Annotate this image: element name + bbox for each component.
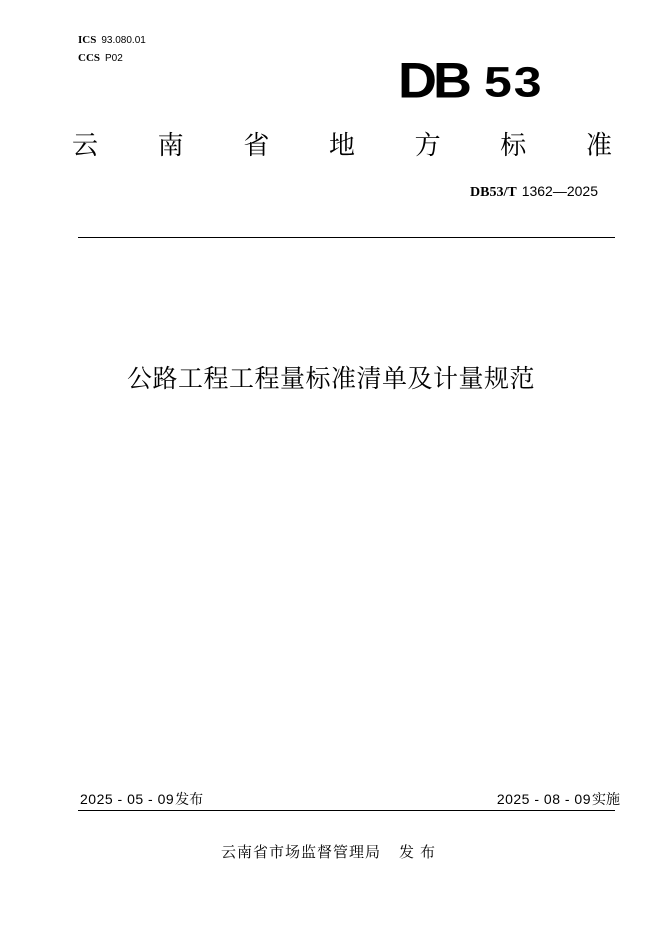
standard-type-heading <box>72 128 612 164</box>
standard-type-char: 云 <box>72 131 99 161</box>
issuer-action: 发布 <box>399 843 442 861</box>
publish-date <box>80 789 203 810</box>
publish-label: 发布 <box>175 792 204 808</box>
standard-type-char: 南 <box>157 131 184 161</box>
standard-number <box>470 182 598 202</box>
ccs-label: CCS <box>78 52 101 64</box>
document-title: 公路工程工程量标准清单及计量规范 <box>126 364 535 393</box>
effective-label: 实施 <box>592 792 620 808</box>
effective-date <box>497 789 620 810</box>
bottom-divider <box>78 810 615 811</box>
standard-type-char: 地 <box>328 131 355 161</box>
db-logo-letters: DB <box>398 53 468 109</box>
effective-date-value: 2025 - 08 - 09 <box>496 791 591 807</box>
publish-date-value: 2025 - 05 - 09 <box>80 791 175 807</box>
issuer-line <box>0 842 662 862</box>
db-logo-digits: 53 <box>484 58 544 106</box>
standard-number-value: 1362—2025 <box>521 183 598 199</box>
top-divider <box>78 237 615 238</box>
ics-label: ICS <box>78 34 97 46</box>
ccs-line <box>78 52 123 65</box>
ccs-code: P02 <box>105 53 123 64</box>
ics-line <box>78 34 146 47</box>
standard-type-char: 方 <box>414 131 441 161</box>
db-logo <box>398 50 573 112</box>
standard-type-char: 标 <box>500 131 527 161</box>
standard-type-char: 省 <box>243 131 270 161</box>
ics-code: 93.080.01 <box>101 35 146 46</box>
issuer-name: 云南省市场监督管理局 <box>220 843 381 861</box>
standard-number-prefix: DB53/T <box>470 185 517 200</box>
standard-type-char: 准 <box>585 131 612 161</box>
